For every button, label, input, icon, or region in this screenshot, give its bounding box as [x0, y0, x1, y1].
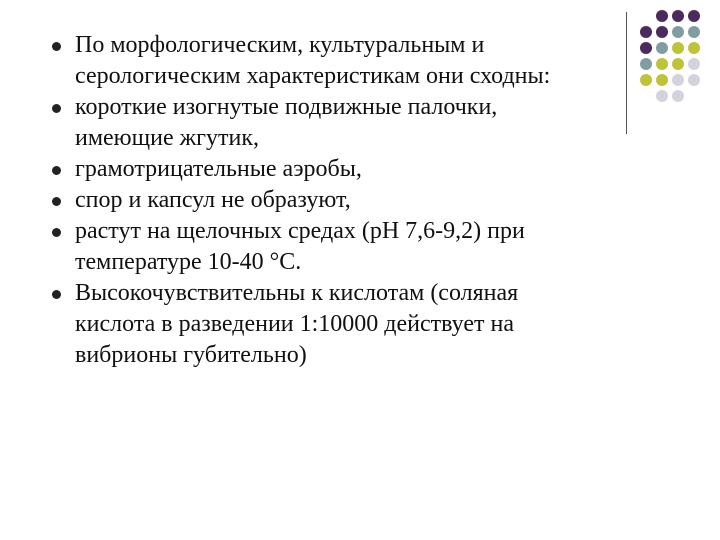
bullet-text: растут на щелочных средах (рН 7,6-9,2) при температуре 10-40 °С.: [75, 218, 525, 275]
decor-dot: [688, 74, 700, 86]
decor-dot: [656, 90, 668, 102]
decor-dot: [640, 26, 652, 38]
bullet-dot-icon: [52, 166, 61, 175]
decor-dot: [688, 58, 700, 70]
bullet-item-2: [44, 92, 619, 154]
bullet-item-5: [44, 216, 619, 278]
decor-dot: [656, 26, 668, 38]
bullet-item-3: [44, 154, 619, 185]
decor-dot: [672, 58, 684, 70]
bullet-text: По морфологическим, культуральным и серологическим характеристикам они сходны:: [75, 32, 551, 89]
decor-dot: [640, 74, 652, 86]
decor-dot: [688, 26, 700, 38]
bullet-text: спор и капсул не образуют,: [75, 187, 351, 213]
decor-dot: [640, 42, 652, 54]
decor-dot: [688, 10, 700, 22]
decor-dot: [656, 42, 668, 54]
decorative-dot-grid: [640, 10, 720, 130]
decor-dot: [672, 26, 684, 38]
decor-dot: [656, 10, 668, 22]
bullet-text: короткие изогнутые подвижные палочки, имеющие жгутик,: [75, 94, 498, 151]
bullet-dot-icon: [52, 104, 61, 113]
decor-dot: [656, 74, 668, 86]
decor-dot: [672, 10, 684, 22]
bullet-item-6: [44, 278, 619, 371]
decor-dot: [672, 90, 684, 102]
decor-dot: [672, 74, 684, 86]
decor-dot: [672, 42, 684, 54]
decor-dot: [656, 58, 668, 70]
bullet-list: [44, 30, 619, 371]
bullet-item-1: [44, 30, 619, 92]
bullet-dot-icon: [52, 290, 61, 299]
bullet-dot-icon: [52, 42, 61, 51]
bullet-dot-icon: [52, 197, 61, 206]
bullet-item-4: [44, 185, 619, 216]
bullet-text: грамотрицательные аэробы,: [75, 156, 362, 182]
decorative-vertical-line: [626, 12, 627, 134]
bullet-text: Высокочувствительны к кислотам (соляная кислота в разведении 1:10000 действует на вибрионы губительно): [75, 280, 519, 368]
decor-dot: [688, 42, 700, 54]
decor-dot: [640, 58, 652, 70]
bullet-dot-icon: [52, 228, 61, 237]
